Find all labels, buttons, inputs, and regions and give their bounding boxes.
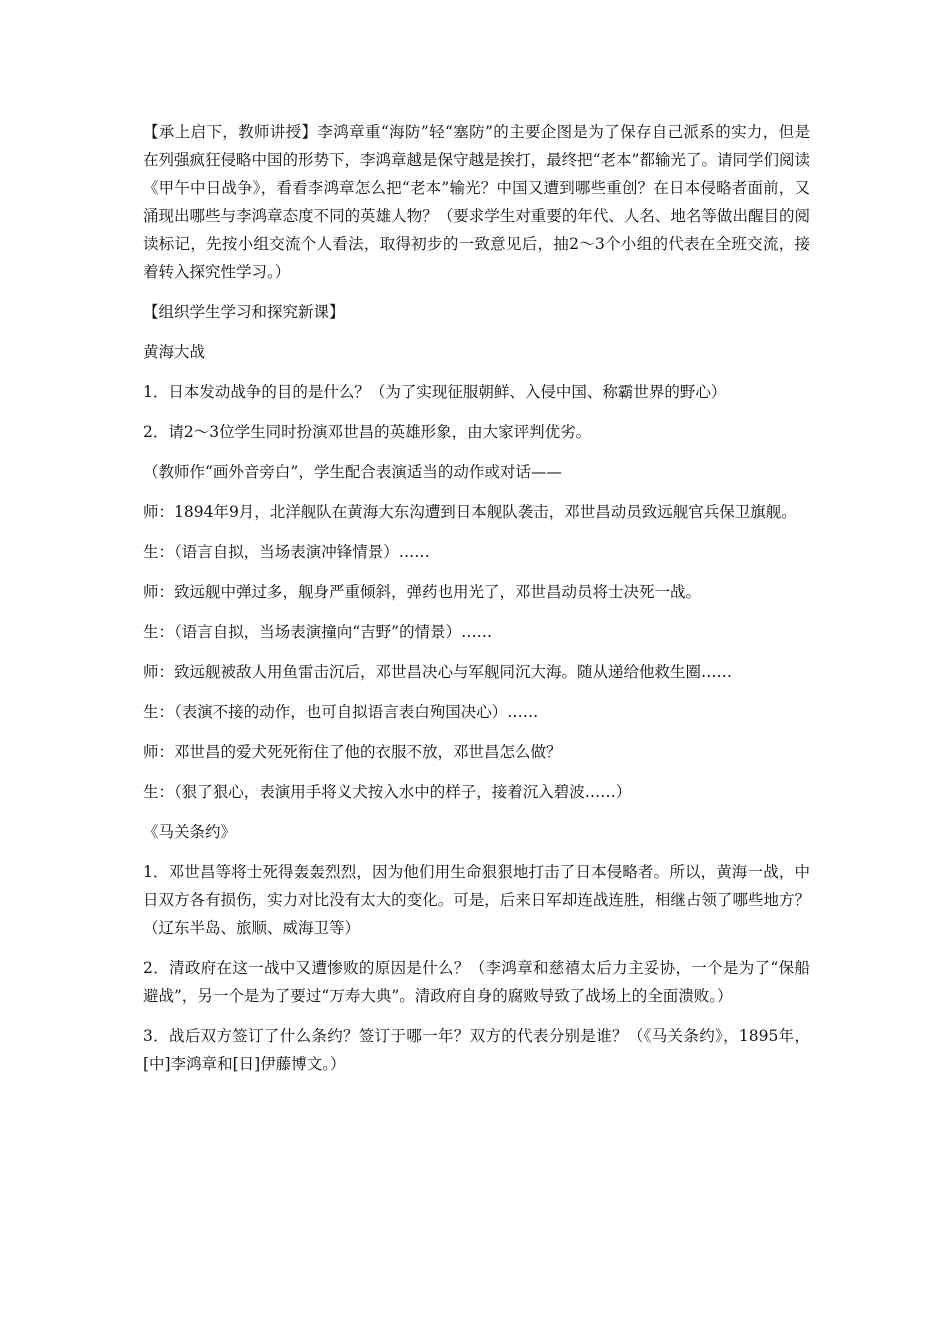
dialogue-student-2: 生：（语言自拟，当场表演撞向“吉野”的情景）……: [143, 623, 493, 641]
dialogue-student-3: 生：（表演不接的动作，也可自拟语言表白殉国决心）……: [143, 703, 539, 721]
dialogue-teacher-3: 师：致远舰被敌人用鱼雷击沉后，邓世昌决心与军舰同沉大海。随从递给他救生圈……: [143, 663, 733, 681]
subheading-yellow-sea: 黄海大战: [143, 343, 206, 361]
section-heading-organize: 【组织学生学习和探究新课】: [143, 303, 345, 321]
treaty-question-2: 2．清政府在这一战中又遭惨败的原因是什么？（李鸿章和慈禧太后力主妥协，一个是为了“保船避战”，另一个是为了要过“万寿大典”。清政府自身的腐败导致了战场上的全面溃败。）: [143, 959, 810, 1005]
dialogue-student-4: 生：（狠了狠心，表演用手将义犬按入水中的样子，接着沉入碧波……）: [143, 783, 632, 801]
dialogue-student-1: 生：（语言自拟，当场表演冲锋情景）……: [143, 543, 430, 561]
dialogue-teacher-1: 师：1894年9月，北洋舰队在黄海大东沟遭到日本舰队袭击，邓世昌动员致远舰官兵保卫旗舰。: [143, 503, 797, 521]
treaty-question-3: 3．战后双方签订了什么条约？签订于哪一年？双方的代表分别是谁？（《马关条约》，1895年，[中]李鸿章和[日]伊藤博文。）: [143, 1027, 810, 1073]
document-body: [143, 118, 810, 1090]
stage-direction: （教师作“画外音旁白”，学生配合表演适当的动作或对话——: [143, 463, 562, 481]
dialogue-teacher-4: 师：邓世昌的爱犬死死衔住了他的衣服不放，邓世昌怎么做？: [143, 743, 562, 761]
question-1: 1．日本发动战争的目的是什么？（为了实现征服朝鲜、入侵中国、称霸世界的野心）: [143, 383, 727, 401]
dialogue-teacher-2: 师：致远舰中弹过多，舰身严重倾斜，弹药也用光了，邓世昌动员将士决死一战。: [143, 583, 702, 601]
subheading-treaty: 《马关条约》: [143, 823, 237, 841]
paragraph-intro: 【承上启下，教师讲授】李鸿章重“海防”轻“塞防”的主要企图是为了保存自己派系的实力，但是在列强疯狂侵略中国的形势下，李鸿章越是保守越是挨打，最终把“老本”都输光了。请同学们阅读《甲午中日战争》，看看李鸿章怎么把“老本”输光？中国又遭到哪些重创？在日本侵略者面前，又涌现出哪些与李鸿章态度不同的英雄人物？（要求学生对重要的年代、人名、地名等做出醒目的阅读标记，先按小组交流个人看法，取得初步的一致意见后，抽2～3个小组的代表在全班交流，接着转入探究性学习。）: [143, 123, 810, 281]
treaty-question-1: 1．邓世昌等将士死得轰轰烈烈，因为他们用生命狠狠地打击了日本侵略者。所以，黄海一战，中日双方各有损伤，实力对比没有太大的变化。可是，后来日军却连战连胜，相继占领了哪些地方？（辽东半岛、旅顺、威海卫等）: [143, 863, 810, 937]
question-2: 2．请2～3位学生同时扮演邓世昌的英雄形象，由大家评判优劣。: [143, 423, 592, 441]
